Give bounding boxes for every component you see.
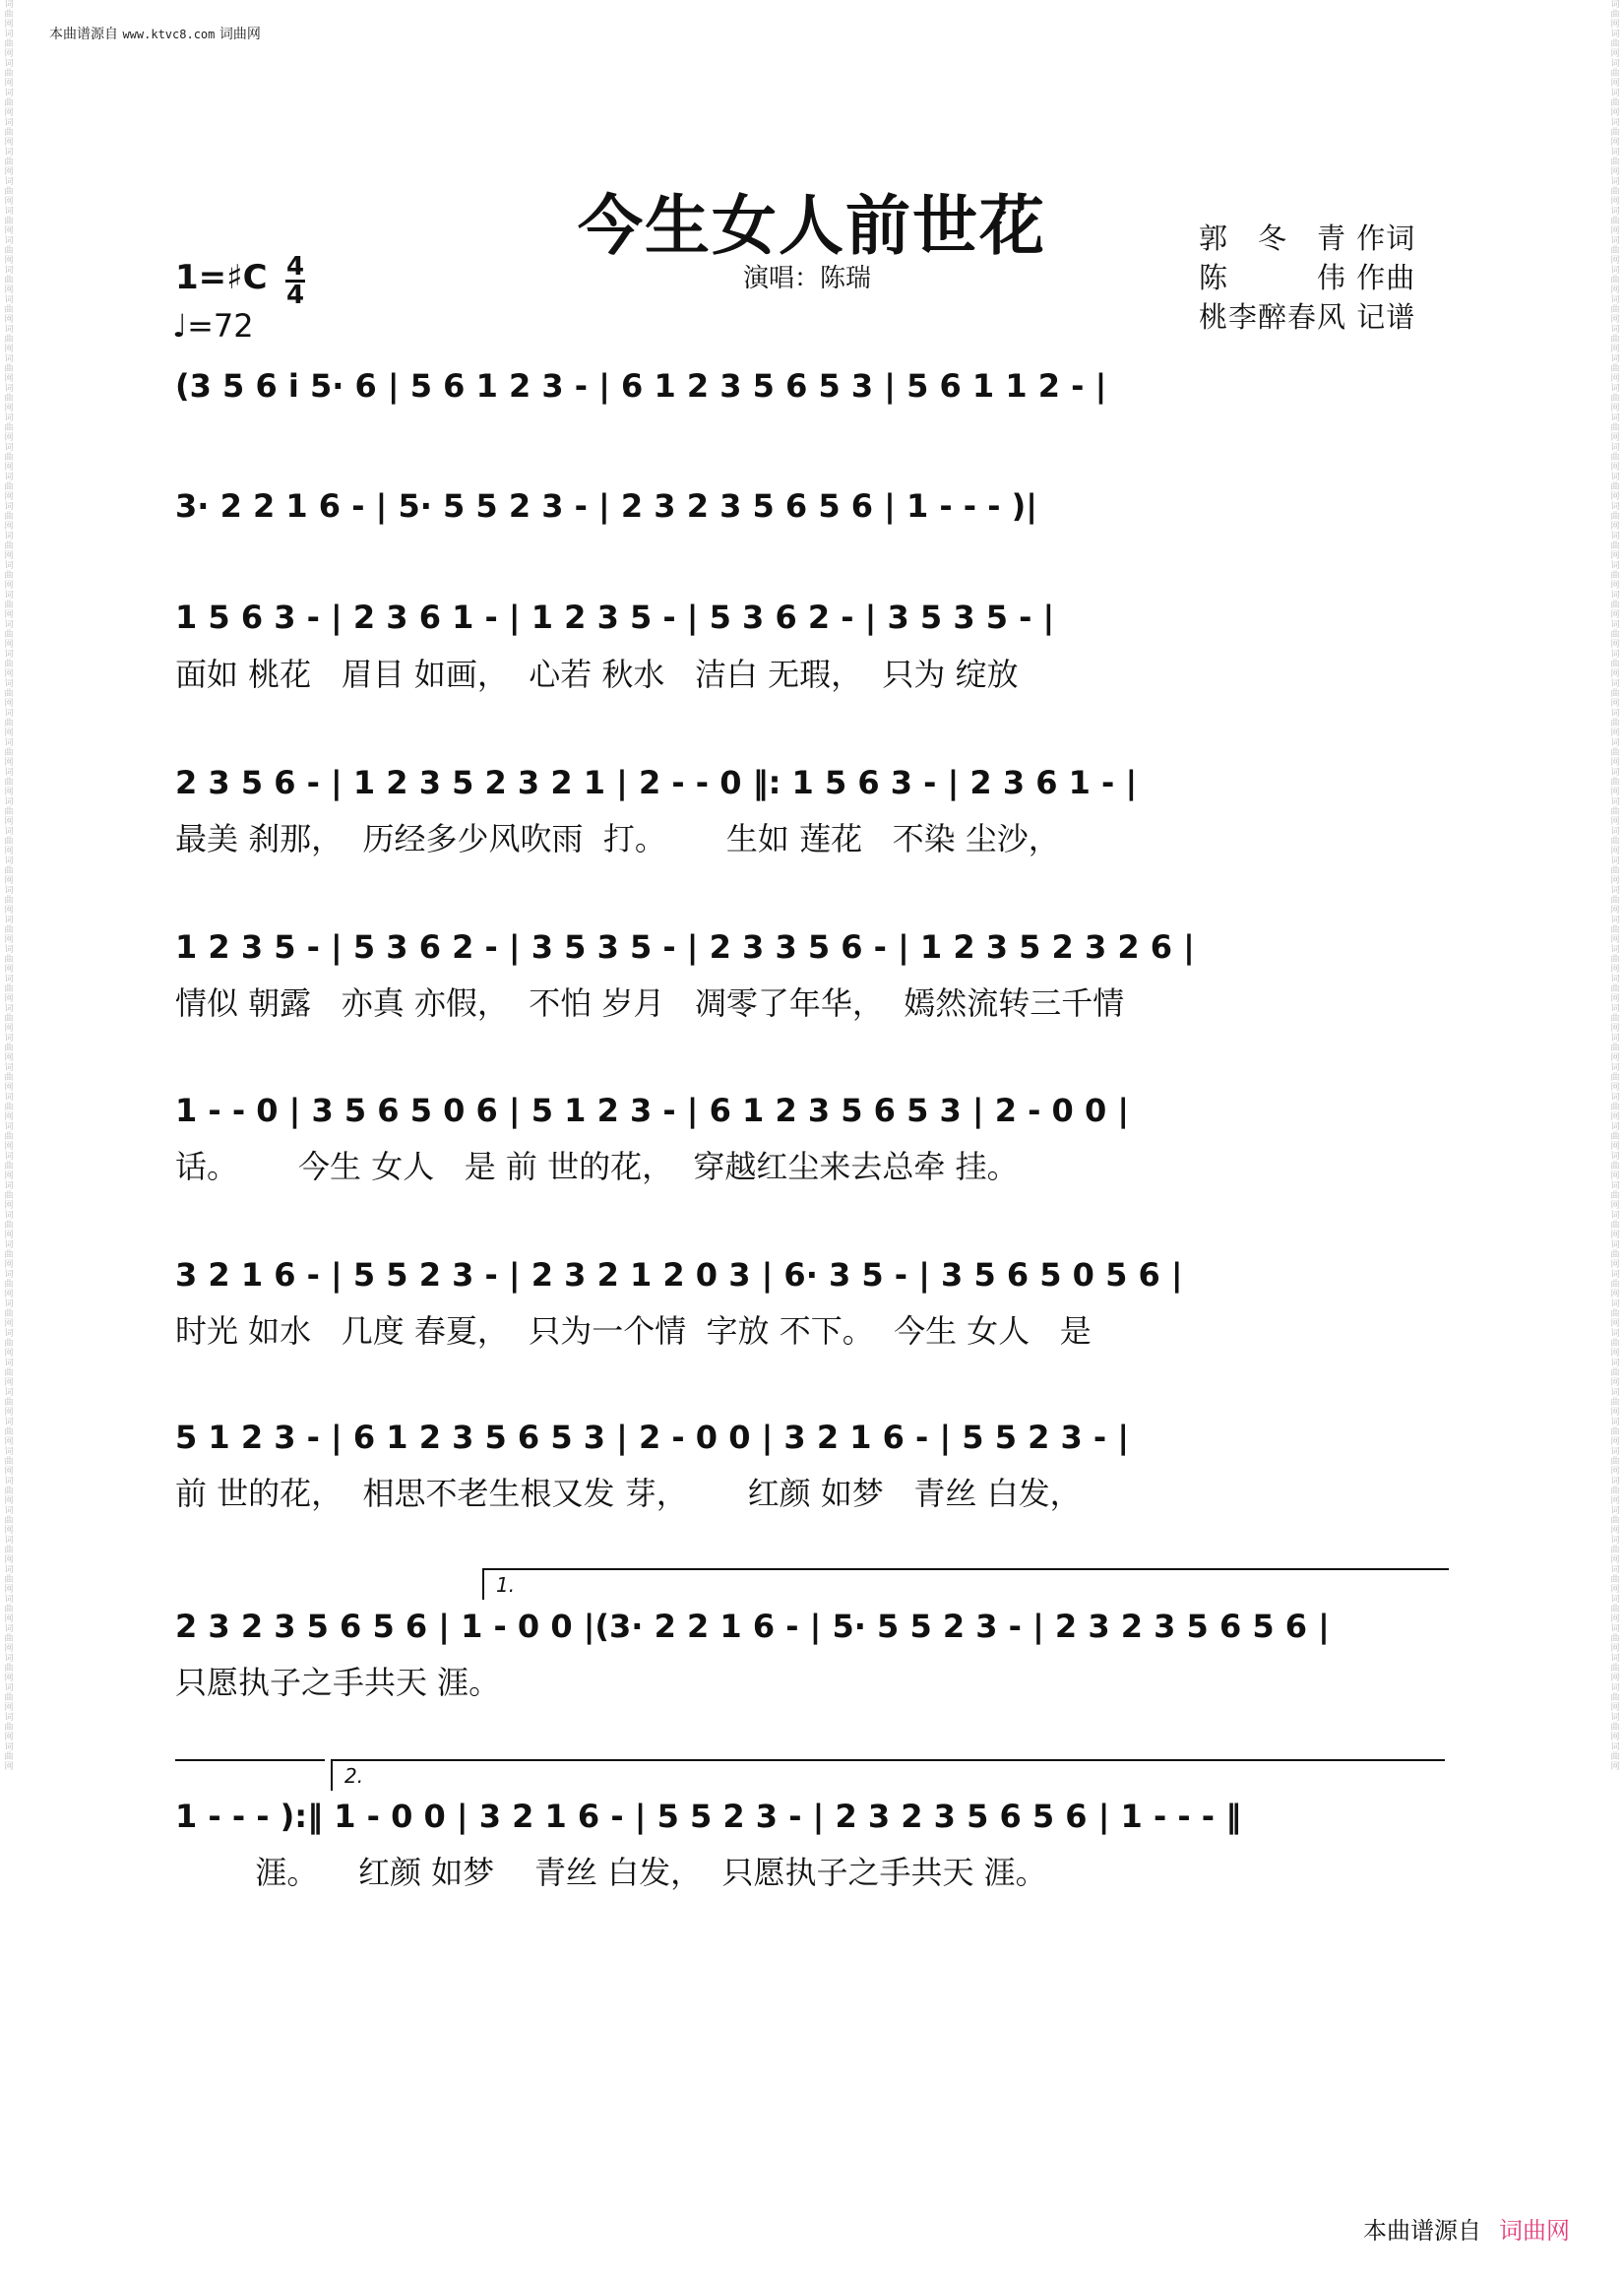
score-row	[175, 1255, 1455, 1295]
song-title: 今生女人前世花	[578, 187, 1046, 264]
footer-source-label: 本曲谱源自	[1363, 2217, 1481, 2245]
lyrics-line: 情似 朝露 亦真 亦假， 不怕 岁月 凋零了年华， 嫣然流转三千情	[175, 984, 1125, 1022]
time-signature-top: 4	[285, 252, 305, 282]
score-row	[175, 486, 1455, 526]
source-label: 本曲谱源自	[49, 27, 118, 42]
score-row	[175, 1607, 1455, 1646]
lyrics-line: 最美 刹那， 历经多少风吹雨 打。 生如 莲花 不染 尘沙，	[175, 820, 1060, 857]
transcriber-credit: 桃李醉春风 记谱	[1199, 300, 1416, 334]
footer-site-link[interactable]: 词曲网	[1499, 2217, 1570, 2245]
score-row	[175, 598, 1455, 637]
score-row	[175, 763, 1455, 802]
source-footer	[1363, 2211, 1570, 2245]
source-url[interactable]: www.ktvc8.com	[122, 28, 216, 41]
first-ending-label: 1.	[496, 1573, 516, 1597]
lyrics-line: 只愿执子之手共天 涯。	[175, 1664, 501, 1701]
time-signature-bottom: 4	[285, 281, 305, 310]
time-signature	[285, 254, 305, 308]
score-row	[175, 1797, 1455, 1836]
lyricist-credit: 郭 冬 青 作词	[1199, 221, 1416, 255]
score-row	[175, 927, 1455, 967]
second-ending-label: 2.	[344, 1764, 364, 1788]
right-watermark: 词曲网词曲网词曲网词曲网词曲网词曲网词曲网词曲网词曲网词曲网词曲网词曲网词曲网词曲网词曲网词曲网词曲网词曲网词曲网词曲网词曲网词曲网词曲网词曲网词曲网词曲网词曲网词曲网词曲网词曲网词曲网词曲网词曲网词曲网词曲网词曲网词曲网词曲网词曲网词曲网词曲网词曲网词曲网词曲网词曲网词曲网词曲网词曲网词曲网词曲网词曲网词曲网词曲网词曲网词曲网词曲网词曲网词曲网词曲网词曲网	[1610, 0, 1620, 1772]
lyrics-line: 涯。 红颜 如梦 青丝 白发， 只愿执子之手共天 涯。	[175, 1854, 1047, 1891]
score-row	[175, 1418, 1455, 1457]
second-ending-bracket	[331, 1759, 1445, 1791]
notation-line: 2 3 5 6 - | 1 2 3 5 2 3 2 1 | 2 - - 0 ‖: 1 5 6 3 - | 2 3 6 1 - |	[175, 764, 1138, 801]
lyrics-line: 话。 今生 女人 是 前 世的花， 穿越红尘来去总牵 挂。	[175, 1148, 1019, 1185]
notation-line: 3· 2 2 1 6 - | 5· 5 5 2 3 - | 2 3 2 3 5 6 5 6 | 1 - - - )|	[175, 487, 1037, 525]
repeat-line	[175, 1759, 325, 1761]
first-ending-bracket	[482, 1568, 1449, 1600]
key-signature: 1=♯C	[175, 258, 268, 297]
notation-line: (3 5 6 i 5· 6 | 5 6 1 2 3 - | 6 1 2 3 5 6 5 3 | 5 6 1 1 2 - |	[175, 367, 1107, 405]
lyrics-line: 时光 如水 几度 春夏， 只为一个情 字放 不下。 今生 女人 是	[175, 1312, 1092, 1350]
lyrics-line: 前 世的花， 相思不老生根又发 芽， 红颜 如梦 青丝 白发，	[175, 1475, 1082, 1512]
notation-line: 5 1 2 3 - | 6 1 2 3 5 6 5 3 | 2 - 0 0 | 3 2 1 6 - | 5 5 2 3 - |	[175, 1419, 1130, 1456]
singer-credit: 演唱：陈瑞	[743, 264, 872, 293]
tempo-marking: ♩=72	[172, 307, 254, 345]
source-site[interactable]: 词曲网	[219, 27, 261, 42]
source-header	[49, 24, 261, 43]
notation-line: 1 5 6 3 - | 2 3 6 1 - | 1 2 3 5 - | 5 3 6 2 - | 3 5 3 5 - |	[175, 599, 1055, 636]
left-watermark: 词曲网词曲网词曲网词曲网词曲网词曲网词曲网词曲网词曲网词曲网词曲网词曲网词曲网词曲网词曲网词曲网词曲网词曲网词曲网词曲网词曲网词曲网词曲网词曲网词曲网词曲网词曲网词曲网词曲网词曲网词曲网词曲网词曲网词曲网词曲网词曲网词曲网词曲网词曲网词曲网词曲网词曲网词曲网词曲网词曲网词曲网词曲网词曲网词曲网词曲网词曲网词曲网词曲网词曲网词曲网词曲网词曲网词曲网词曲网词曲网	[4, 0, 14, 1772]
notation-line: 3 2 1 6 - | 5 5 2 3 - | 2 3 2 1 2 0 3 | 6· 3 5 - | 3 5 6 5 0 5 6 |	[175, 1256, 1183, 1294]
notation-line: 2 3 2 3 5 6 5 6 | 1 - 0 0 |(3· 2 2 1 6 - | 5· 5 5 2 3 - | 2 3 2 3 5 6 5 6 |	[175, 1608, 1330, 1645]
notation-line: 1 - - - ):‖ 1 - 0 0 | 3 2 1 6 - | 5 5 2 3 - | 2 3 2 3 5 6 5 6 | 1 - - - ‖	[175, 1798, 1242, 1835]
score-row	[175, 1091, 1455, 1130]
score-row	[175, 366, 1455, 406]
notation-line: 1 2 3 5 - | 5 3 6 2 - | 3 5 3 5 - | 2 3 3 5 6 - | 1 2 3 5 2 3 2 6 |	[175, 928, 1195, 966]
lyrics-line: 面如 桃花 眉目 如画， 心若 秋水 洁白 无瑕， 只为 绽放	[175, 656, 1019, 693]
composer-credit: 陈 伟 作曲	[1199, 261, 1416, 294]
notation-line: 1 - - 0 | 3 5 6 5 0 6 | 5 1 2 3 - | 6 1 2 3 5 6 5 3 | 2 - 0 0 |	[175, 1092, 1130, 1129]
